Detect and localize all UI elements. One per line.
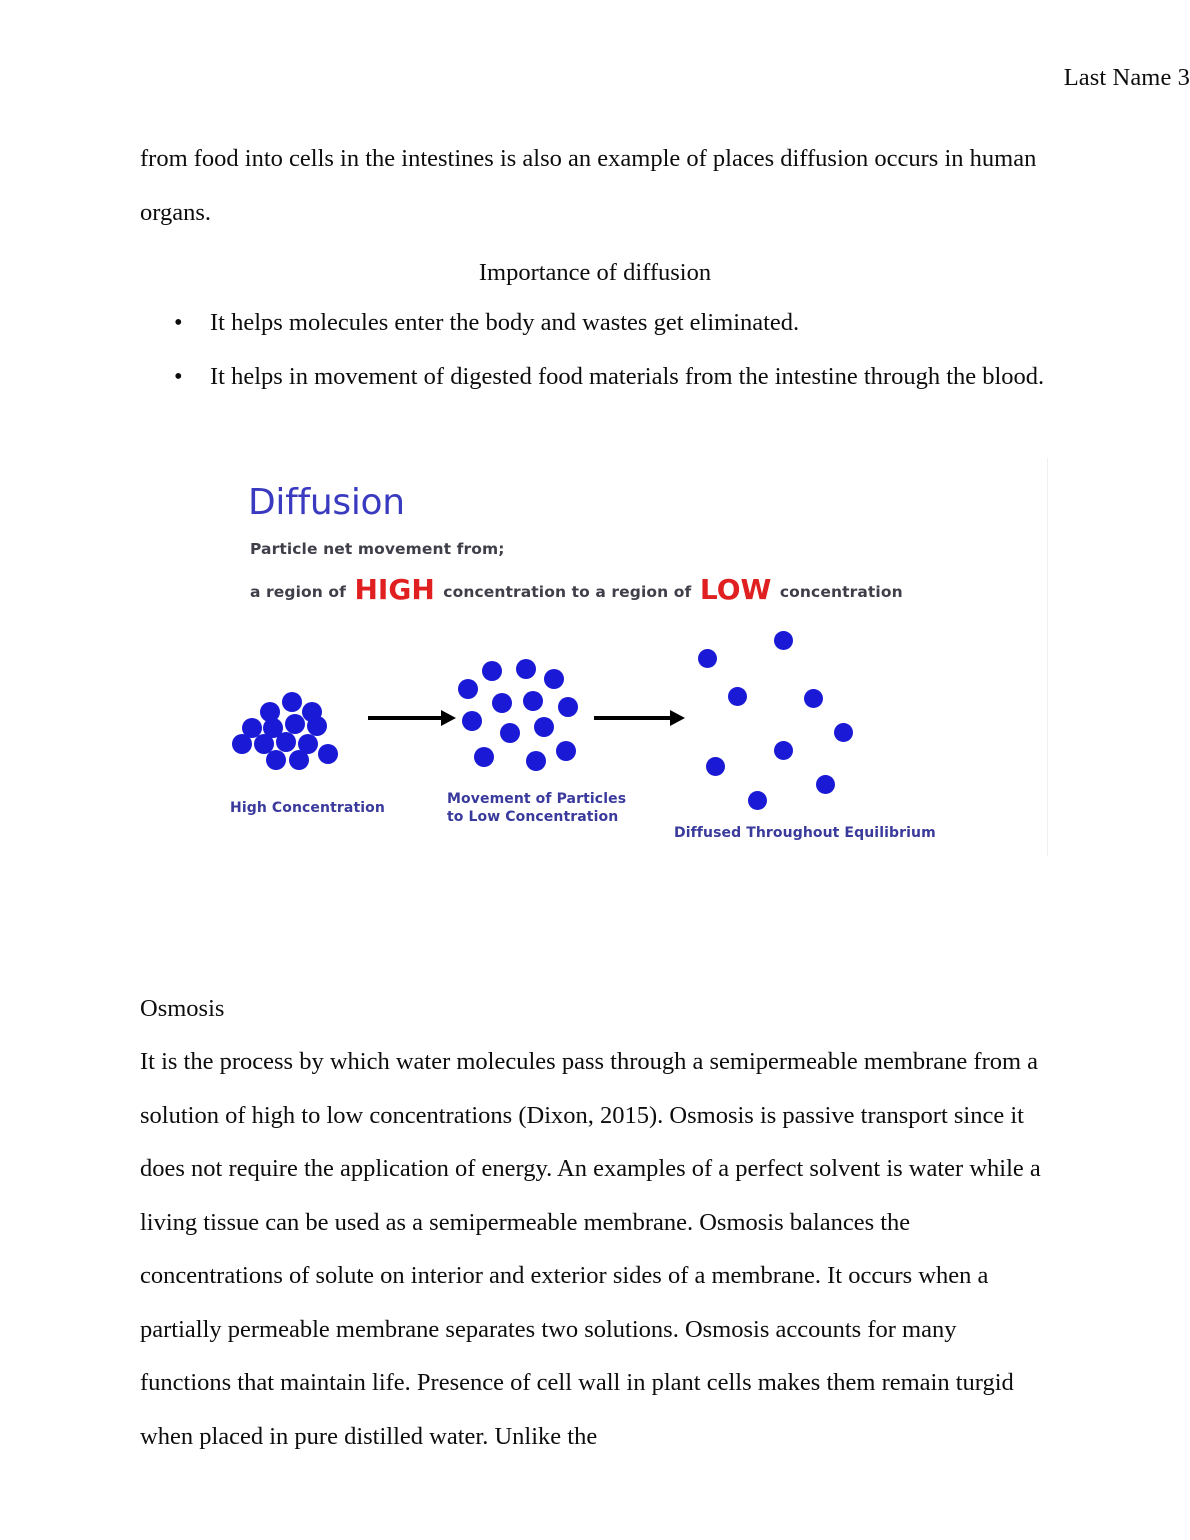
section-heading-importance-of-diffusion: Importance of diffusion	[478, 259, 712, 286]
list-item	[140, 296, 1050, 350]
particle-dot	[232, 734, 252, 754]
particle-dot	[318, 744, 338, 764]
arrow-right-icon	[594, 708, 689, 728]
stage-label-high-concentration: High Concentration	[230, 800, 385, 816]
particle-dot	[516, 659, 536, 679]
particle-dot	[774, 631, 793, 650]
particle-dot	[834, 723, 853, 742]
particle-dot	[458, 679, 478, 699]
figure-right-edge	[1047, 458, 1048, 856]
arrow-right-icon	[368, 708, 458, 728]
figure-subtitle-line1: Particle net movement from;	[250, 540, 505, 558]
subtitle-prefix: a region of	[250, 583, 346, 601]
particle-dot	[500, 723, 520, 743]
figure-title: Diffusion	[248, 482, 405, 523]
intro-paragraph: from food into cells in the intestines is also an example of places diffusion occurs in human organs.	[140, 145, 1037, 226]
particle-dot	[556, 741, 576, 761]
particle-dot	[276, 732, 296, 752]
particle-dot	[285, 714, 305, 734]
stage-label-movement-line2: to Low Concentration	[447, 809, 619, 825]
particle-dot	[748, 791, 767, 810]
particle-dot	[266, 750, 286, 770]
particle-dot	[282, 692, 302, 712]
bullet-marker-icon: •	[174, 362, 183, 390]
particle-cluster-equilibrium	[676, 623, 876, 818]
particle-dot	[482, 661, 502, 681]
particle-dot	[289, 750, 309, 770]
particle-dot	[558, 697, 578, 717]
particle-dot	[492, 693, 512, 713]
subtitle-suffix: concentration	[779, 583, 903, 601]
particle-dot	[706, 757, 725, 776]
particle-dot	[816, 775, 835, 794]
importance-bullet-list	[140, 296, 1050, 403]
particle-dot	[526, 751, 546, 771]
list-item-text: It helps molecules enter the body and wastes get eliminated.	[210, 309, 800, 336]
osmosis-paragraph: It is the process by which water molecules pass through a semipermeable membrane from a solution of high to low concentrations (Dixon, 2015). Osmosis is passive transport since it does not require the application of energy. An examples of a perfect solvent is water while a living tissue can be used as a semipermeable membrane. Osmosis balances the concentrations of solute on interior and exterior sides of a membrane. It occurs when a partially permeable membrane separates two solutions. Osmosis accounts for many functions that maintain life. Presence of cell wall in plant cells makes them remain turgid when placed in pure distilled water. Unlike the	[140, 1048, 1041, 1450]
particle-dot	[307, 716, 327, 736]
particle-cluster-movement	[458, 651, 583, 776]
stage-label-movement-line1: Movement of Particles	[447, 791, 627, 807]
subtitle-middle: concentration to a region of	[443, 583, 692, 601]
particle-dot	[774, 741, 793, 760]
subtitle-high-emphasis: HIGH	[354, 573, 435, 606]
particle-dot	[523, 691, 543, 711]
subtitle-low-emphasis: LOW	[699, 573, 772, 606]
particle-dot	[474, 747, 494, 767]
list-item-text: It helps in movement of digested food materials from the intestine through the blood.	[210, 362, 1045, 390]
osmosis-heading: Osmosis	[140, 995, 225, 1022]
particle-dot	[698, 649, 717, 668]
particle-dot	[462, 711, 482, 731]
particle-dot	[728, 687, 747, 706]
particle-dot	[544, 669, 564, 689]
particle-cluster-high-concentration	[230, 688, 350, 778]
particle-dot	[804, 689, 823, 708]
figure-subtitle-line2	[250, 573, 903, 606]
diffusion-figure	[228, 458, 1048, 858]
bullet-marker-icon: •	[174, 309, 183, 336]
running-header: Last Name 3	[1063, 64, 1190, 91]
stage-label-equilibrium: Diffused Throughout Equilibrium	[674, 825, 936, 841]
particle-dot	[534, 717, 554, 737]
list-item	[140, 350, 1050, 404]
